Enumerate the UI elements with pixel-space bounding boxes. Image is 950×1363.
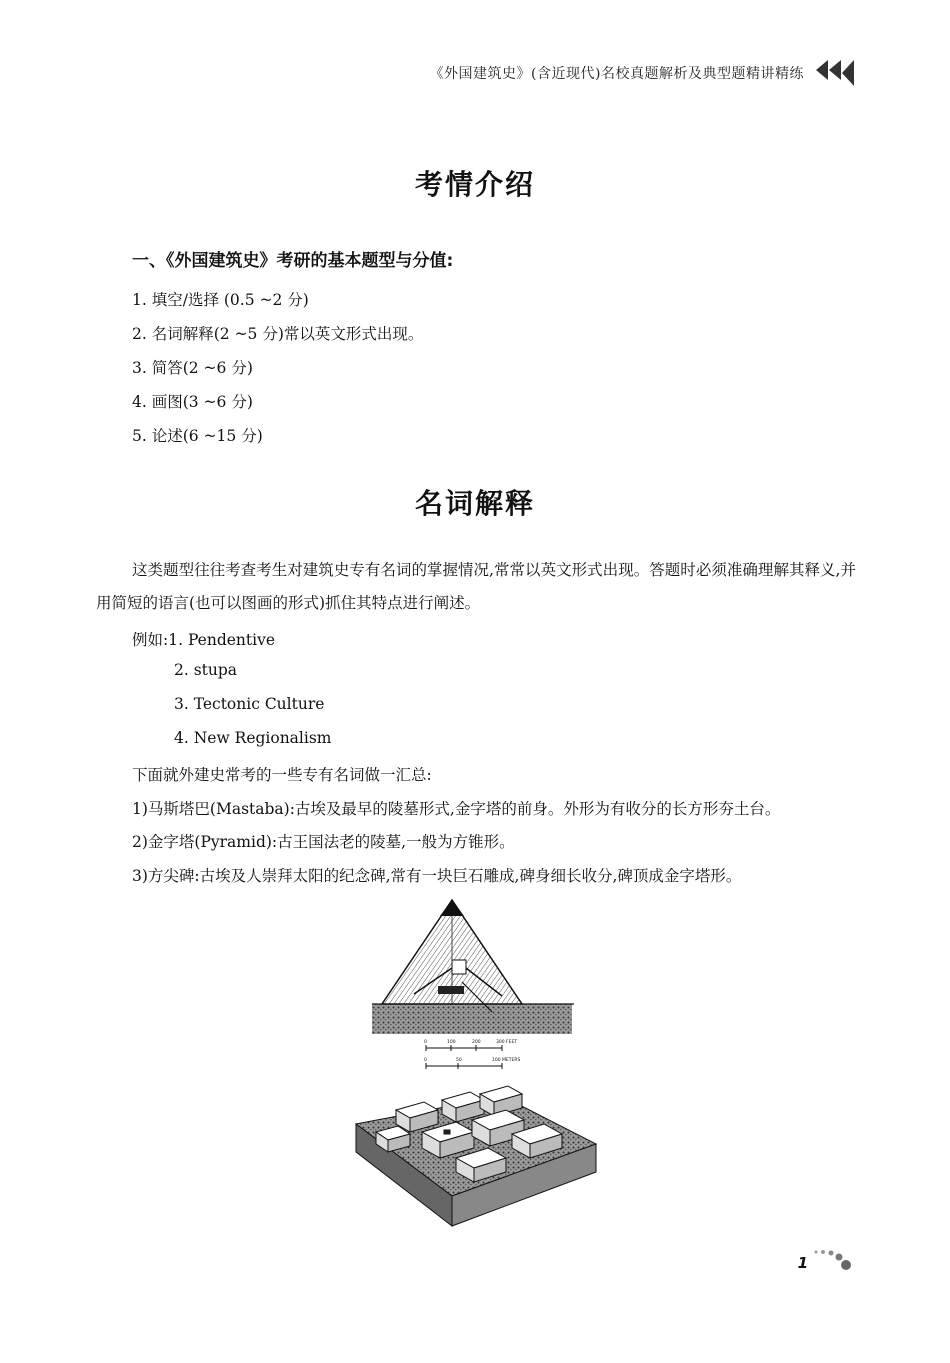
triple-arrow-icon	[816, 60, 854, 86]
decorative-dots-icon	[812, 1248, 854, 1272]
running-header	[430, 60, 854, 86]
question-type-item: 4. 画图(3 ~6 分)	[132, 393, 253, 411]
scale-tick-label: 0	[424, 1040, 427, 1045]
scale-tick-label: 100	[447, 1040, 456, 1045]
page-number: 1	[797, 1254, 808, 1272]
example-row	[132, 628, 275, 650]
running-title: 《外国建筑史》(含近现代)名校真题解析及典型题精讲精练	[429, 66, 804, 82]
scale-tick-label: 200	[472, 1040, 481, 1045]
pyramid-section-drawing	[372, 900, 574, 1034]
term-entry-mastaba: 1)马斯塔巴(Mastaba):古埃及最早的陵墓形式,金字塔的前身。外形为有收分的长方形夯土台。	[132, 800, 781, 818]
section-title-terms: 名词解释	[414, 487, 535, 520]
page-number-block	[798, 1248, 854, 1272]
term-entry-obelisk: 3)方尖碑:古埃及人崇拜太阳的纪念碑,常有一块巨石雕成,碑身细长收分,碑顶成金字塔形。	[132, 867, 742, 885]
scale-tick-label: 50	[456, 1058, 462, 1063]
question-type-item: 5. 论述(6 ~15 分)	[132, 427, 263, 445]
scale-bar	[424, 1039, 520, 1069]
pyramid-mastaba-figure	[352, 896, 598, 1228]
scale-tick-label: 100 METERS	[492, 1058, 521, 1063]
example-item: 3. Tectonic Culture	[174, 695, 325, 713]
example-prefix: 例如:	[132, 631, 169, 649]
terms-intro-paragraph: 这类题型往往考查考生对建筑史专有名词的掌握情况,常常以英文形式出现。答题时必须准确理解其释义,并用简短的语言(也可以图画的形式)抓住其特点进行阐述。	[96, 561, 856, 612]
mastaba-cluster-drawing	[356, 1086, 596, 1226]
question-type-item: 3. 简答(2 ~6 分)	[132, 359, 253, 377]
question-type-item: 2. 名词解释(2 ~5 分)常以英文形式出现。	[132, 325, 424, 343]
example-item: 1. Pendentive	[168, 631, 276, 649]
question-type-item: 1. 填空/选择 (0.5 ~2 分)	[132, 291, 309, 309]
scale-tick-label: 0	[424, 1058, 427, 1063]
question-types-heading: 一、《外国建筑史》考研的基本题型与分值:	[132, 251, 454, 271]
summary-intro: 下面就外建史常考的一些专有名词做一汇总:	[132, 766, 432, 784]
scale-tick-label: 300 FEET	[496, 1040, 518, 1045]
section-title-exam-info: 考情介绍	[414, 168, 535, 201]
term-entry-pyramid: 2)金字塔(Pyramid):古王国法老的陵墓,一般为方锥形。	[132, 833, 515, 851]
example-item: 2. stupa	[174, 661, 238, 679]
example-item: 4. New Regionalism	[174, 729, 332, 747]
